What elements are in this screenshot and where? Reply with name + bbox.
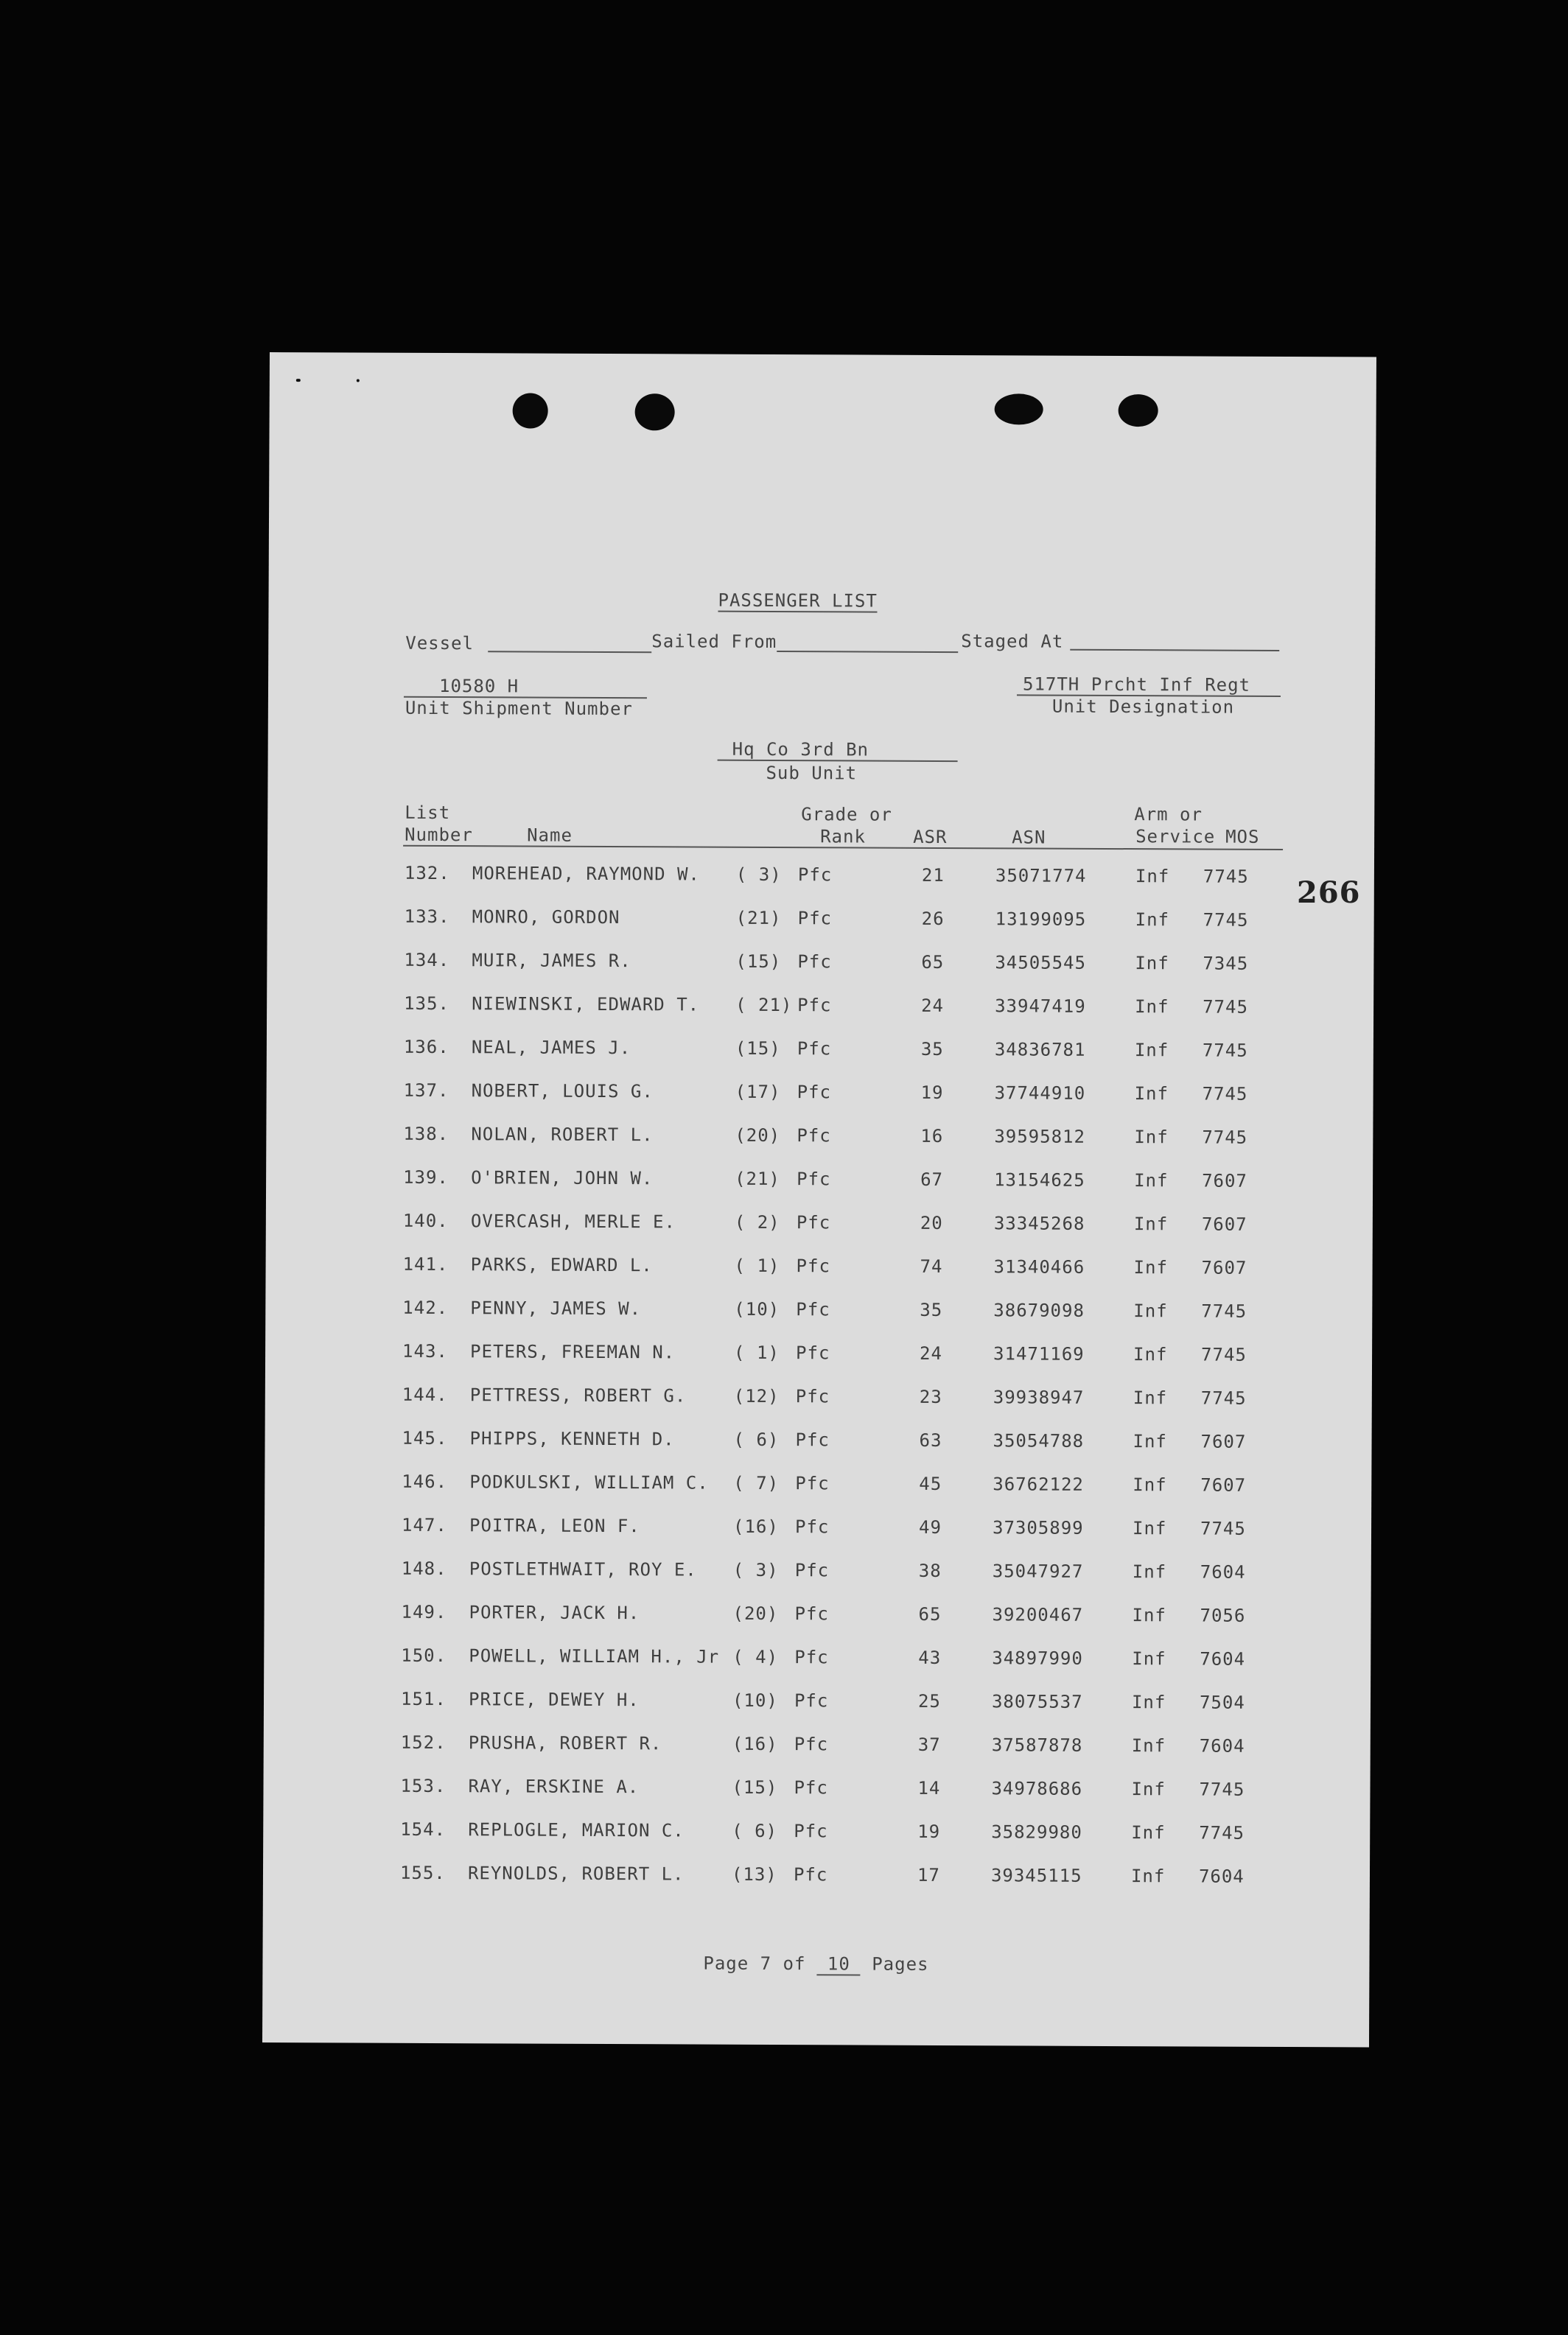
cell-num: 143.: [402, 1340, 448, 1362]
cell-grade: (12): [733, 1385, 780, 1407]
cell-arm: Inf: [1133, 1344, 1168, 1365]
cell-name: PRUSHA, ROBERT R.: [468, 1732, 662, 1754]
cell-num: 149.: [401, 1601, 447, 1623]
paper-speck: [357, 379, 360, 382]
cell-rank: Pfc: [793, 1864, 828, 1886]
cell-grade: (15): [735, 1037, 781, 1060]
column-header-rank: Rank: [820, 826, 866, 847]
punch-hole: [1119, 394, 1158, 427]
cell-asn: 39938947: [993, 1387, 1085, 1408]
cell-mos: 7607: [1202, 1170, 1247, 1191]
cell-grade: (10): [732, 1690, 778, 1712]
table-row: [266, 1123, 1373, 1158]
cell-asn: 35054788: [993, 1430, 1085, 1452]
cell-num: 154.: [400, 1818, 447, 1841]
sailed-from-field-line: [777, 651, 958, 653]
cell-mos: 7745: [1199, 1822, 1245, 1844]
document-page: [262, 352, 1376, 2048]
unit-designation-label: Unit Designation: [1051, 696, 1235, 718]
cell-asn: 37305899: [992, 1517, 1084, 1538]
cell-arm: Inf: [1131, 1822, 1166, 1844]
column-header-number: Number: [405, 824, 473, 846]
cell-arm: Inf: [1133, 1474, 1167, 1496]
cell-mos: 7745: [1200, 1387, 1247, 1409]
cell-rank: Pfc: [794, 1647, 829, 1668]
cell-num: 148.: [401, 1558, 447, 1580]
table-row: [266, 1166, 1373, 1201]
table-row: [267, 1079, 1373, 1114]
cell-mos: 7607: [1201, 1214, 1247, 1235]
unit-shipment-number-value: 10580 H: [438, 676, 519, 697]
table-row: [267, 906, 1374, 940]
cell-mos: 7745: [1203, 996, 1248, 1018]
cell-rank: Pfc: [797, 864, 833, 886]
table-row: [265, 1253, 1372, 1288]
cell-rank: Pfc: [794, 1821, 828, 1842]
cell-rank: Pfc: [797, 1082, 832, 1103]
cell-grade: (21): [735, 907, 782, 929]
cell-num: 146.: [402, 1471, 448, 1493]
cell-rank: Pfc: [794, 1734, 829, 1755]
punch-hole: [513, 393, 548, 428]
cell-asr: 24: [920, 1342, 943, 1364]
cell-name: POWELL, WILLIAM H., Jr: [469, 1645, 720, 1667]
cell-asr: 67: [920, 1169, 944, 1190]
staged-at-field-line: [1070, 649, 1279, 651]
cell-arm: Inf: [1132, 1561, 1167, 1583]
cell-grade: (16): [732, 1733, 778, 1755]
cell-grade: ( 2): [734, 1211, 780, 1233]
vessel-field-line: [488, 651, 651, 653]
cell-mos: 7745: [1203, 866, 1249, 887]
cell-asn: 33947419: [995, 995, 1086, 1017]
cell-grade: (13): [731, 1863, 777, 1886]
cell-asr: 16: [920, 1125, 944, 1147]
cell-rank: Pfc: [794, 1603, 829, 1625]
cell-rank: Pfc: [797, 995, 832, 1016]
cell-asr: 37: [917, 1734, 941, 1755]
cell-asr: 35: [920, 1038, 944, 1060]
cell-mos: 7604: [1198, 1866, 1245, 1887]
table-row: [265, 1340, 1372, 1375]
cell-rank: Pfc: [797, 1169, 831, 1190]
table-row: [265, 1297, 1372, 1331]
page-footer: [262, 1951, 1369, 1977]
cell-mos: 7745: [1203, 909, 1249, 931]
cell-grade: (15): [732, 1776, 778, 1799]
cell-arm: Inf: [1135, 953, 1169, 974]
cell-mos: 7745: [1202, 1083, 1248, 1105]
cell-num: 138.: [403, 1123, 449, 1145]
cell-asn: 36762122: [993, 1474, 1084, 1495]
cell-rank: Pfc: [796, 1256, 831, 1277]
cell-mos: 7745: [1201, 1300, 1247, 1322]
cell-grade: ( 3): [732, 1559, 779, 1581]
table-row: [264, 1645, 1371, 1679]
cell-name: O'BRIEN, JOHN W.: [471, 1167, 654, 1189]
cell-name: NIEWINSKI, EDWARD T.: [472, 993, 700, 1015]
cell-num: 144.: [402, 1384, 448, 1406]
page-suffix: Pages: [872, 1953, 929, 1975]
cell-mos: 7745: [1199, 1779, 1245, 1800]
cell-name: PRICE, DEWEY H.: [468, 1689, 640, 1711]
cell-mos: 7345: [1203, 953, 1249, 974]
cell-name: PETTRESS, ROBERT G.: [469, 1384, 687, 1407]
cell-arm: Inf: [1133, 1387, 1168, 1409]
cell-arm: Inf: [1134, 1040, 1169, 1061]
cell-rank: Pfc: [796, 1299, 830, 1320]
cell-num: 134.: [404, 949, 450, 971]
cell-asn: 31340466: [993, 1256, 1085, 1278]
cell-num: 140.: [402, 1210, 449, 1232]
column-header-arm-or: Arm or: [1134, 804, 1203, 825]
cell-grade: ( 6): [733, 1429, 780, 1451]
cell-num: 145.: [402, 1427, 448, 1449]
cell-name: REPLOGLE, MARION C.: [468, 1819, 685, 1841]
cell-arm: Inf: [1135, 866, 1170, 887]
cell-name: NOLAN, ROBERT L.: [471, 1124, 654, 1146]
cell-asn: 34978686: [991, 1778, 1083, 1799]
cell-name: PODKULSKI, WILLIAM C.: [469, 1471, 709, 1494]
column-header-grade-or: Grade or: [801, 804, 892, 825]
cell-mos: 7607: [1200, 1474, 1247, 1496]
table-row: [263, 1862, 1370, 1897]
cell-arm: Inf: [1132, 1518, 1167, 1539]
cell-asr: 63: [919, 1429, 942, 1451]
paper-speck: [296, 379, 301, 382]
cell-asn: 35829980: [991, 1821, 1082, 1843]
table-row: [265, 1558, 1371, 1592]
cell-arm: Inf: [1131, 1692, 1166, 1713]
column-header-asr: ASR: [913, 826, 948, 848]
cell-rank: Pfc: [794, 1777, 828, 1799]
punch-hole: [995, 393, 1043, 424]
cell-arm: Inf: [1133, 1257, 1169, 1278]
column-header-name: Name: [527, 825, 573, 846]
cell-asn: 35071774: [995, 865, 1087, 886]
punch-hole: [635, 393, 675, 430]
table-row: [265, 1427, 1371, 1462]
cell-asn: 39200467: [992, 1604, 1084, 1625]
cell-arm: Inf: [1131, 1779, 1166, 1800]
cell-mos: 7504: [1199, 1692, 1245, 1713]
cell-asn: 34897990: [992, 1648, 1083, 1669]
cell-grade: (15): [735, 951, 782, 973]
cell-num: 135.: [404, 993, 450, 1015]
cell-name: PHIPPS, KENNETH D.: [469, 1428, 675, 1450]
cell-name: PETERS, FREEMAN N.: [470, 1341, 676, 1363]
cell-grade: (20): [735, 1124, 781, 1147]
staged-at-label: Staged At: [961, 631, 1064, 652]
sailed-from-label: Sailed From: [651, 631, 777, 653]
cell-num: 133.: [404, 906, 450, 928]
cell-asr: 24: [921, 995, 945, 1017]
cell-arm: Inf: [1133, 1300, 1168, 1322]
cell-rank: Pfc: [795, 1429, 830, 1451]
cell-arm: Inf: [1135, 996, 1169, 1018]
cell-asn: 31471169: [993, 1343, 1085, 1365]
cell-name: RAY, ERSKINE A.: [468, 1776, 640, 1798]
cell-asn: 38679098: [993, 1300, 1085, 1321]
cell-num: 141.: [402, 1253, 449, 1275]
cell-num: 137.: [403, 1079, 449, 1102]
cell-num: 139.: [403, 1166, 449, 1188]
cell-name: PENNY, JAMES W.: [470, 1298, 642, 1320]
cell-num: 153.: [400, 1775, 447, 1797]
page-prefix: Page 7 of: [703, 1953, 806, 1975]
cell-name: PARKS, EDWARD L.: [470, 1254, 653, 1276]
cell-asr: 25: [917, 1690, 941, 1712]
cell-asr: 43: [918, 1647, 942, 1668]
cell-asn: 35047927: [992, 1561, 1084, 1582]
cell-num: 132.: [404, 862, 450, 884]
cell-asn: 34836781: [994, 1039, 1086, 1060]
cell-rank: Pfc: [796, 1212, 831, 1233]
cell-mos: 7056: [1200, 1605, 1246, 1626]
cell-asr: 23: [919, 1386, 942, 1407]
cell-rank: Pfc: [795, 1386, 830, 1407]
cell-rank: Pfc: [794, 1516, 830, 1538]
cell-asr: 45: [919, 1473, 942, 1494]
cell-mos: 7607: [1200, 1431, 1247, 1452]
cell-arm: Inf: [1133, 1214, 1169, 1235]
cell-mos: 7745: [1200, 1518, 1246, 1539]
cell-grade: (21): [735, 1168, 780, 1190]
column-header-list: List: [405, 802, 451, 824]
cell-asr: 49: [918, 1516, 942, 1538]
cell-name: PORTER, JACK H.: [469, 1602, 640, 1624]
table-row: [267, 949, 1373, 984]
document-title: PASSENGER LIST: [718, 589, 878, 612]
cell-name: MOREHEAD, RAYMOND W.: [472, 863, 700, 885]
cell-name: OVERCASH, MERLE E.: [470, 1211, 676, 1233]
cell-mos: 7604: [1200, 1561, 1246, 1583]
cell-asr: 19: [917, 1821, 941, 1842]
table-row: [263, 1775, 1370, 1810]
cell-asr: 38: [918, 1560, 942, 1581]
table-row: [265, 1471, 1371, 1505]
cell-arm: Inf: [1131, 1735, 1166, 1757]
table-row: [267, 993, 1373, 1027]
cell-asn: 13154625: [994, 1169, 1085, 1191]
cell-rank: Pfc: [794, 1560, 830, 1581]
cell-asr: 20: [920, 1212, 943, 1233]
cell-grade: (17): [735, 1081, 781, 1103]
cell-arm: Inf: [1132, 1605, 1166, 1626]
cell-grade: ( 1): [734, 1342, 780, 1364]
cell-asn: 38075537: [991, 1691, 1083, 1712]
cell-rank: Pfc: [797, 951, 832, 973]
cell-asr: 65: [921, 951, 945, 973]
cell-grade: ( 7): [733, 1472, 780, 1494]
table-row: [263, 1818, 1370, 1853]
cell-num: 147.: [401, 1514, 447, 1536]
cell-mos: 7604: [1199, 1735, 1245, 1757]
unit-designation-value: 517TH Prcht Inf Regt: [1022, 673, 1251, 696]
cell-mos: 7745: [1202, 1127, 1248, 1148]
cell-grade: (10): [734, 1298, 780, 1320]
cell-num: 155.: [399, 1862, 446, 1884]
cell-grade: ( 21): [735, 994, 793, 1016]
cell-rank: Pfc: [796, 1342, 830, 1364]
table-row: [265, 1514, 1371, 1549]
page-stamp-number: 266: [1297, 875, 1361, 910]
cell-grade: ( 6): [732, 1820, 778, 1842]
cell-asn: 39595812: [994, 1126, 1086, 1147]
cell-mos: 7604: [1200, 1648, 1246, 1670]
total-pages: 10: [817, 1953, 861, 1975]
cell-arm: Inf: [1130, 1866, 1166, 1887]
cell-arm: Inf: [1134, 1083, 1169, 1105]
cell-rank: Pfc: [797, 908, 833, 929]
cell-asn: 37744910: [994, 1082, 1086, 1104]
cell-grade: (16): [732, 1516, 779, 1538]
sub-unit-label: Sub Unit: [766, 762, 858, 784]
table-row: [264, 1601, 1371, 1636]
cell-asr: 19: [920, 1082, 944, 1103]
unit-shipment-number-label: Unit Shipment Number: [405, 697, 633, 720]
cell-rank: Pfc: [795, 1473, 830, 1494]
cell-grade: (20): [732, 1603, 779, 1625]
cell-grade: ( 3): [735, 864, 782, 886]
cell-arm: Inf: [1133, 1431, 1167, 1452]
cell-num: 151.: [400, 1688, 447, 1710]
cell-grade: ( 1): [734, 1255, 780, 1277]
cell-asr: 35: [920, 1299, 943, 1320]
column-header-service: Service: [1135, 826, 1216, 847]
cell-asn: 34505545: [995, 952, 1087, 973]
cell-arm: Inf: [1132, 1648, 1166, 1670]
cell-num: 142.: [402, 1297, 449, 1319]
cell-rank: Pfc: [797, 1038, 832, 1060]
column-header-mos: MOS: [1225, 826, 1260, 847]
cell-asr: 14: [917, 1777, 941, 1799]
cell-asn: 39345115: [990, 1865, 1082, 1886]
cell-arm: Inf: [1134, 1170, 1169, 1191]
cell-name: MUIR, JAMES R.: [472, 950, 631, 972]
cell-asn: 37587878: [991, 1734, 1083, 1756]
cell-asn: 33345268: [993, 1213, 1085, 1234]
sub-unit-line: [718, 760, 958, 762]
cell-num: 152.: [400, 1732, 447, 1754]
table-row: [267, 862, 1374, 897]
cell-rank: Pfc: [797, 1125, 831, 1147]
cell-asr: 21: [921, 864, 945, 886]
cell-mos: 7745: [1202, 1040, 1248, 1061]
cell-num: 150.: [401, 1645, 447, 1667]
cell-asr: 26: [921, 908, 945, 930]
cell-name: NEAL, JAMES J.: [471, 1037, 631, 1059]
table-row: [264, 1732, 1371, 1766]
cell-name: NOBERT, LOUIS G.: [471, 1080, 654, 1102]
cell-num: 136.: [403, 1036, 449, 1058]
cell-asn: 13199095: [995, 909, 1087, 930]
cell-name: MONRO, GORDON: [472, 906, 620, 928]
cell-name: POITRA, LEON F.: [469, 1515, 640, 1537]
cell-mos: 7745: [1201, 1344, 1247, 1365]
cell-asr: 17: [917, 1864, 940, 1886]
table-row: [266, 1210, 1373, 1244]
column-header-asn: ASN: [1012, 827, 1046, 848]
table-row: [264, 1688, 1371, 1723]
table-row: [267, 1036, 1373, 1071]
cell-rank: Pfc: [794, 1690, 829, 1712]
cell-asr: 65: [918, 1603, 942, 1625]
cell-asr: 74: [920, 1256, 943, 1277]
table-row: [265, 1384, 1372, 1418]
cell-name: REYNOLDS, ROBERT L.: [467, 1863, 685, 1885]
cell-mos: 7607: [1201, 1257, 1247, 1278]
cell-arm: Inf: [1135, 909, 1170, 931]
cell-arm: Inf: [1134, 1127, 1169, 1148]
vessel-label: Vessel: [405, 632, 475, 654]
cell-name: POSTLETHWAIT, ROY E.: [469, 1558, 697, 1580]
cell-grade: ( 4): [732, 1646, 779, 1668]
sub-unit-value: Hq Co 3rd Bn: [732, 738, 869, 760]
